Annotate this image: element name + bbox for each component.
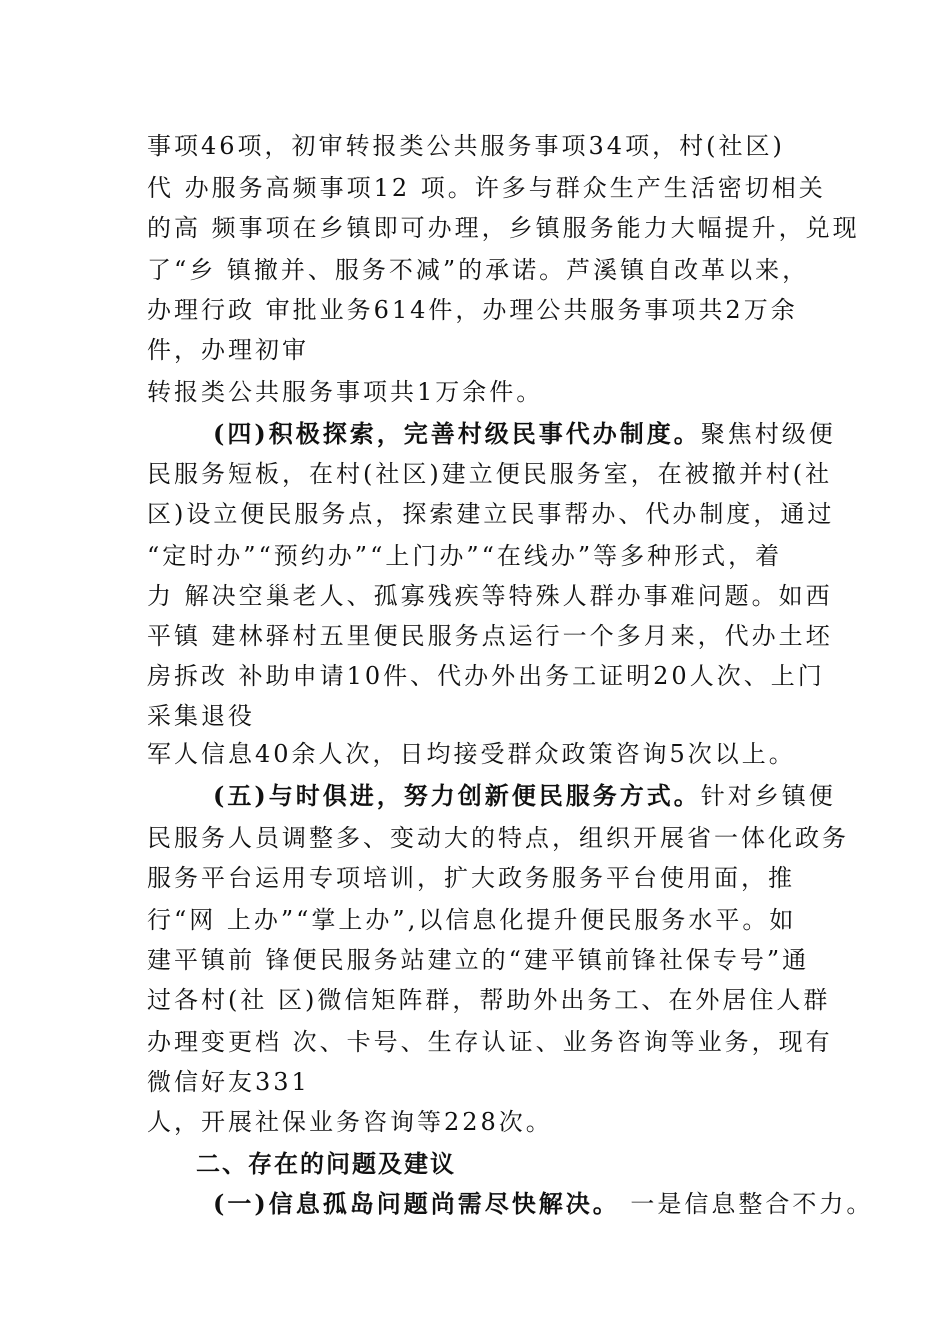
- text-line: 力 解决空巢老人、孤寡残疾等特殊人群办事难问题。如西: [147, 582, 833, 610]
- text-line: “定时办”“预约办”“上门办”“在线办”等多种形式，着: [147, 542, 783, 570]
- section-5-heading-line: [213, 780, 836, 812]
- section-4-heading: (四)积极探索，完善村级民事代办制度。: [213, 419, 701, 448]
- text-line: 事项46项，初审转报类公共服务事项34项，村(社区): [147, 132, 785, 160]
- text-line: 办理行政 审批业务614件，办理公共服务事项共2万余: [147, 296, 798, 324]
- text-line: 军人信息40余人次，日均接受群众政策咨询5次以上。: [147, 740, 796, 768]
- text-line: 区)设立便民服务点，探索建立民事帮办、代办制度，通过: [147, 500, 835, 528]
- text-line: 过各村(社 区)微信矩阵群，帮助外出务工、在外居住人群: [147, 986, 831, 1014]
- subsection-1-text: 一是信息整合不力。: [619, 1190, 874, 1218]
- text-line: 件，办理初审: [147, 336, 309, 364]
- text-line: 建平镇前 锋便民服务站建立的“建平镇前锋社保专号”通: [147, 946, 810, 974]
- section-4-heading-line: [213, 418, 836, 450]
- text-line: 民服务人员调整多、变动大的特点，组织开展省一体化政务: [147, 824, 849, 852]
- subsection-1-heading-line: [213, 1188, 873, 1220]
- section-heading-problems: 二、存在的问题及建议: [196, 1149, 456, 1178]
- text-line: 了“乡 镇撤并、服务不减”的承诺。芦溪镇自改革以来，: [147, 256, 810, 284]
- subsection-1-heading: (一)信息孤岛问题尚需尽快解决。: [213, 1189, 620, 1218]
- text-line: 服务平台运用专项培训，扩大政务服务平台使用面，推: [147, 864, 795, 892]
- text-line: 代 办服务高频事项12 项。许多与群众生产生活密切相关: [147, 174, 826, 202]
- text-line: 平镇 建林驿村五里便民服务点运行一个多月来，代办土坯: [147, 622, 833, 650]
- section-5-heading: (五)与时俱进，努力创新便民服务方式。: [213, 781, 701, 810]
- text-line: 转报类公共服务事项共1万余件。: [147, 378, 544, 406]
- text-line: 民服务短板，在村(社区)建立便民服务室，在被撤并村(社: [147, 460, 833, 488]
- text-line: 行“网 上办”“掌上办”,以信息化提升便民服务水平。如: [147, 906, 797, 934]
- text-line: 采集退役: [147, 702, 255, 730]
- text-line: 微信好友331: [147, 1068, 310, 1096]
- text-line: 人，开展社保业务咨询等228次。: [147, 1108, 553, 1136]
- text-line: 办理变更档 次、卡号、生存认证、业务咨询等业务，现有: [147, 1028, 833, 1056]
- text-line: 的高 频事项在乡镇即可办理，乡镇服务能力大幅提升，兑现: [147, 214, 860, 242]
- section-5-text: 针对乡镇便: [700, 782, 836, 810]
- text-line: 房拆改 补助申请10件、代办外出务工证明20人次、上门: [147, 662, 825, 690]
- section-4-text: 聚焦村级便: [700, 420, 836, 448]
